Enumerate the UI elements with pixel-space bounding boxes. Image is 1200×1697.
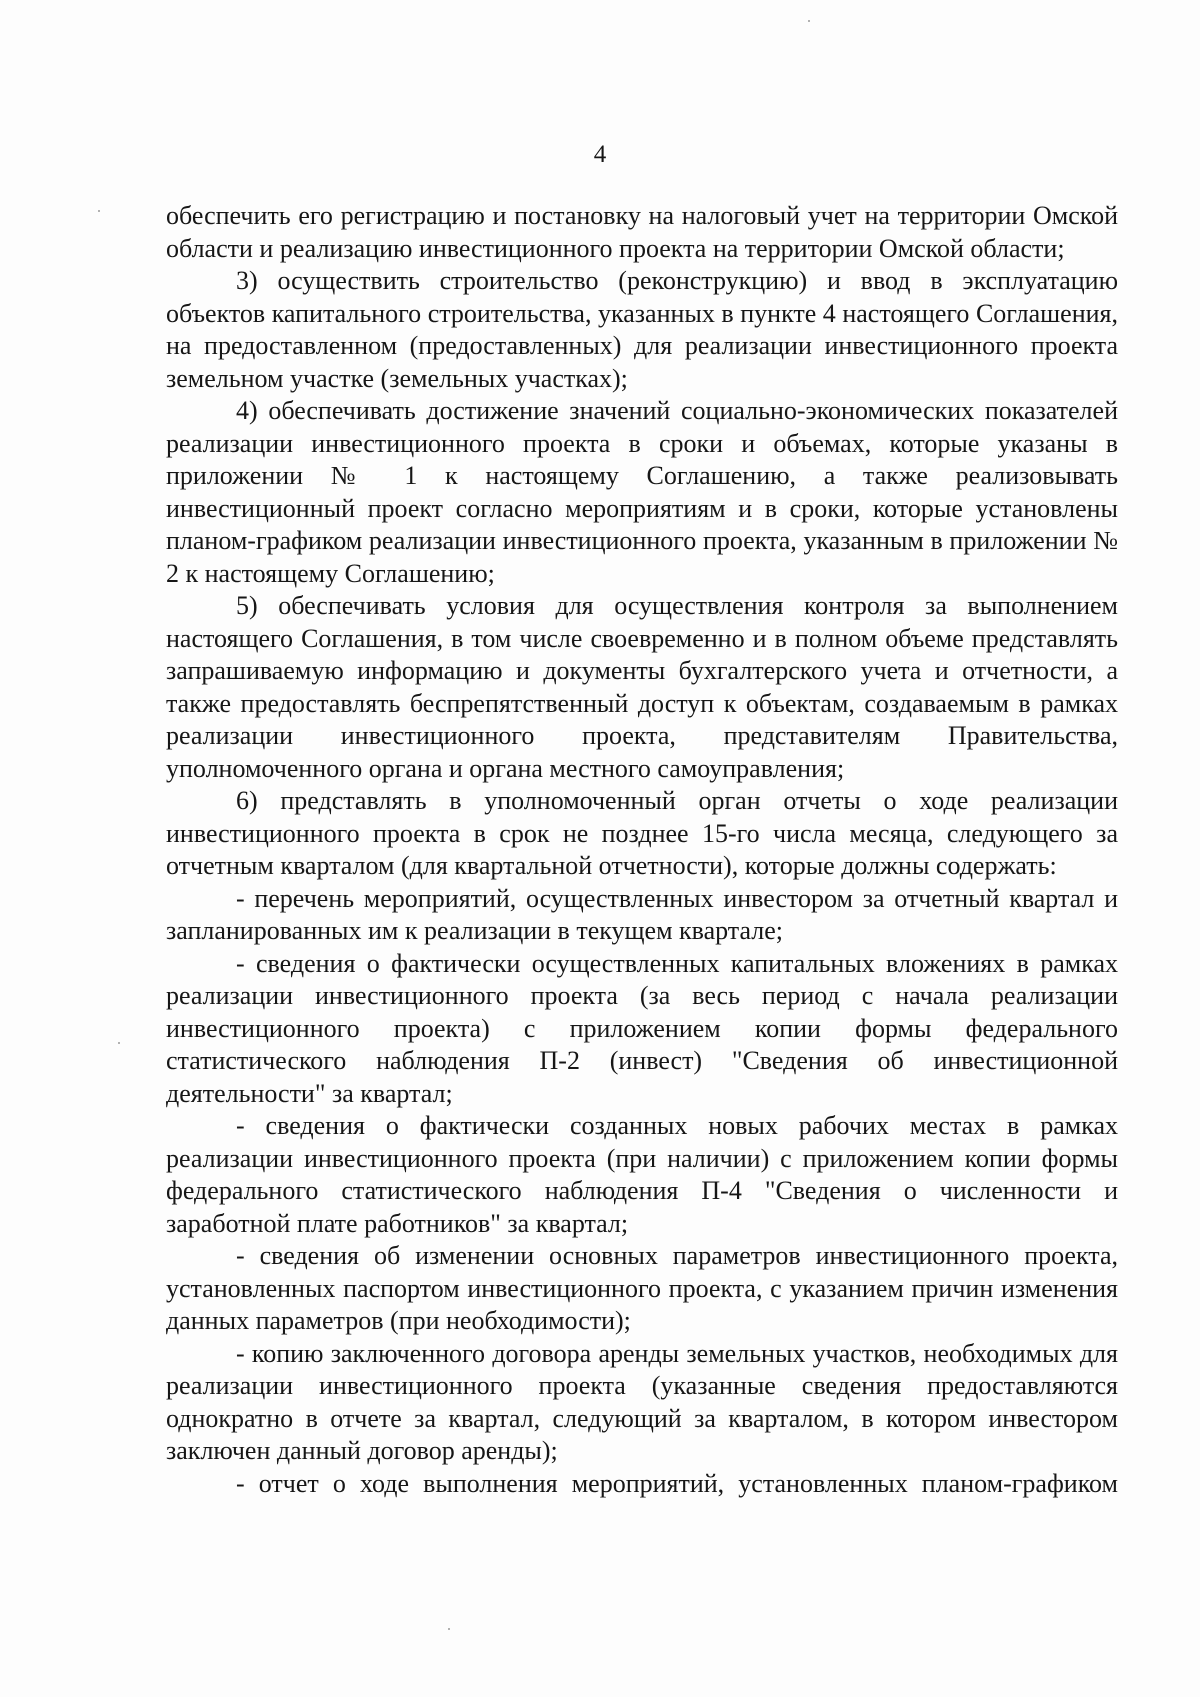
- report-item-activities: - перечень мероприятий, осуществленных инвестором за отчетный квартал и запланированных им к реализации в текущем квартале;: [166, 883, 1118, 945]
- report-item-jobs: - сведения о фактически созданных новых рабочих местах в рамках реализации инвестиционного проекта (при наличии) с приложением копии формы федерального статистического наблюдения П-4 "Сведения о численности и заработной плате работников" за квартал;: [166, 1111, 1118, 1238]
- scan-speck: [808, 20, 810, 22]
- paragraph-continuation: обеспечить его регистрацию и постановку на налоговый учет на территории Омской области и реализацию инвестиционного проекта на территории Омской области;: [166, 201, 1118, 263]
- paragraph-item-4: 4) обеспечивать достижение значений социально-экономических показателей реализации инвестиционного проекта в сроки и объемах, которые указаны в приложении № 1 к настоящему Соглашению, а также реализовывать инвестиционный проект согласно мероприятиям и в сроки, которые установлены планом-графиком реализации инвестиционного проекта, указанным в приложении № 2 к настоящему Соглашению;: [166, 396, 1118, 588]
- paragraph-item-3: 3) осуществить строительство (реконструкцию) и ввод в эксплуатацию объектов капитального строительства, указанных в пункте 4 настоящего Соглашения, на предоставленном (предоставленных) для реализации инвестиционного проекта земельном участке (земельных участках);: [166, 266, 1118, 393]
- scan-speck: [98, 210, 100, 212]
- report-item-schedule: - отчет о ходе выполнения мероприятий, установленных планом-графиком: [236, 1468, 1118, 1498]
- report-item-parameters: - сведения об изменении основных параметров инвестиционного проекта, установленных паспортом инвестиционного проекта, с указанием причин изменения данных параметров (при необходимости);: [166, 1241, 1118, 1335]
- page-number: 4: [593, 141, 607, 168]
- document-body: [166, 200, 1118, 1500]
- paragraph-item-6: 6) представлять в уполномоченный орган отчеты о ходе реализации инвестиционного проекта в срок не позднее 15-го числа месяца, следующего за отчетным кварталом (для квартальной отчетности), которые должны содержать:: [166, 786, 1118, 880]
- report-item-investments: - сведения о фактически осуществленных капитальных вложениях в рамках реализации инвестиционного проекта (за весь период с начала реализации инвестиционного проекта) с приложением копии формы федерального статистического наблюдения П-2 (инвест) "Сведения об инвестиционной деятельности" за квартал;: [166, 948, 1118, 1108]
- paragraph-item-5: 5) обеспечивать условия для осуществления контроля за выполнением настоящего Соглашения, в том числе своевременно и в полном объеме представлять запрашиваемую информацию и документы бухгалтерского учета и отчетности, а также предоставлять беспрепятственный доступ к объектам, создаваемым в рамках реализации инвестиционного проекта, представителям Правительства, уполномоченного органа и органа местного самоуправления;: [166, 591, 1118, 783]
- scan-speck: [448, 1628, 450, 1630]
- scan-speck: [118, 1042, 120, 1044]
- report-item-lease: - копию заключенного договора аренды земельных участков, необходимых для реализации инвестиционного проекта (указанные сведения предоставляются однократно в отчете за квартал, следующий за кварталом, в котором инвестором заключен данный договор аренды);: [166, 1338, 1118, 1465]
